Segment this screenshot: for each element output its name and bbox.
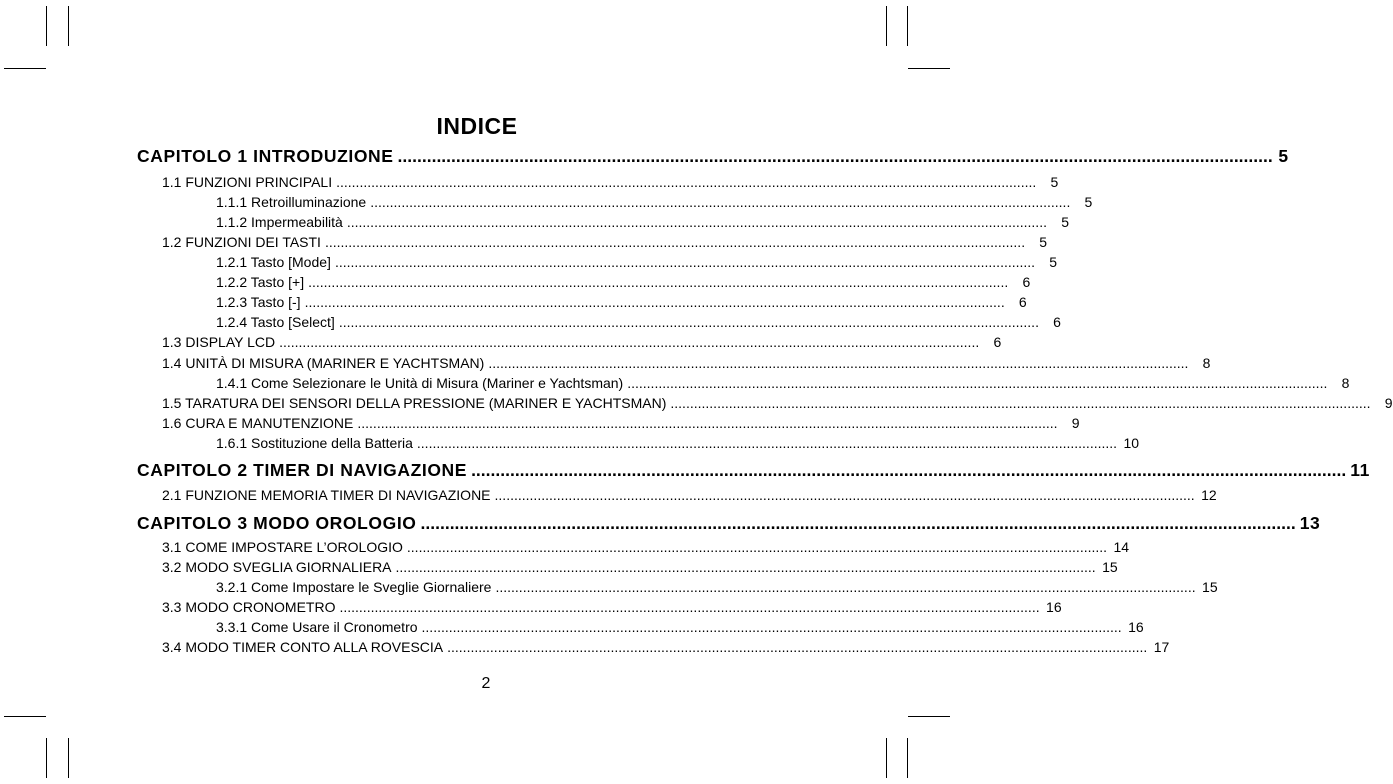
crop-mark bbox=[908, 68, 950, 69]
toc-entry-label: 1.3 DISPLAY LCD bbox=[162, 334, 276, 350]
toc-entry-page: 14 bbox=[1113, 539, 1130, 555]
dot-leader: .................................................................................................................................................................................... bbox=[471, 460, 1347, 480]
crop-mark bbox=[46, 6, 47, 46]
toc-entry-page: 13 bbox=[1299, 513, 1321, 533]
crop-mark bbox=[4, 68, 46, 69]
crop-mark bbox=[886, 6, 887, 46]
dot-leader: .................................................................................................................................................................................... bbox=[357, 415, 1058, 431]
page-title: INDICE bbox=[436, 113, 518, 139]
toc-entry-page: 5 bbox=[1049, 254, 1058, 270]
crop-mark bbox=[908, 716, 950, 717]
toc-entry-label: 1.2 FUNZIONI DEI TASTI bbox=[162, 234, 321, 250]
toc-entry-subsection bbox=[0, 619, 1144, 639]
toc-entry-label: 1.2.2 Tasto [+] bbox=[216, 274, 305, 290]
toc-entry-page: 9 bbox=[1384, 395, 1393, 411]
toc-entry-label: 1.2.1 Tasto [Mode] bbox=[216, 254, 331, 270]
toc-entry-label: 1.4.1 Come Selezionare le Unità di Misura (Mariner e Yachtsman) bbox=[216, 375, 624, 391]
toc-entry-section bbox=[0, 395, 1393, 415]
crop-mark bbox=[68, 6, 69, 46]
toc-entry-page: 6 bbox=[1022, 274, 1031, 290]
dot-leader: .................................................................................................................................................................................... bbox=[495, 579, 1196, 595]
dot-leader: .................................................................................................................................................................................... bbox=[494, 487, 1195, 503]
dot-leader: .................................................................................................................................................................................... bbox=[324, 234, 1026, 250]
toc-entry-label: 3.3.1 Come Usare il Cronometro bbox=[216, 619, 418, 635]
crop-mark bbox=[907, 738, 908, 778]
crop-mark bbox=[4, 716, 46, 717]
toc-entry-page: 8 bbox=[1341, 375, 1350, 391]
toc-entry-subsection bbox=[0, 375, 1350, 395]
toc-entry-page: 5 bbox=[1278, 146, 1289, 166]
dot-leader: .................................................................................................................................................................................... bbox=[334, 254, 1036, 270]
toc-entry-section bbox=[0, 539, 1130, 559]
toc-entry-subsection bbox=[0, 214, 1069, 234]
toc-entry-section bbox=[0, 174, 1059, 194]
toc-entry-subsection bbox=[0, 435, 1140, 455]
dot-leader: .................................................................................................................................................................................... bbox=[670, 395, 1371, 411]
toc-entry-label: 2.1 FUNZIONE MEMORIA TIMER DI NAVIGAZIONE bbox=[162, 487, 491, 503]
dot-leader: .................................................................................................................................................................................... bbox=[416, 435, 1118, 451]
toc-entry-label: 3.2.1 Come Impostare le Sveglie Giornaliere bbox=[216, 579, 492, 595]
dot-leader: .................................................................................................................................................................................... bbox=[346, 214, 1047, 230]
dot-leader: .................................................................................................................................................................................... bbox=[397, 146, 1273, 166]
crop-mark bbox=[886, 738, 887, 778]
toc-entry-page: 6 bbox=[993, 334, 1002, 350]
toc-entry-page: 6 bbox=[1018, 294, 1027, 310]
dot-leader: .................................................................................................................................................................................... bbox=[370, 194, 1071, 210]
dot-leader: .................................................................................................................................................................................... bbox=[421, 619, 1122, 635]
dot-leader: .................................................................................................................................................................................... bbox=[406, 539, 1108, 555]
toc-entry-page: 5 bbox=[1050, 174, 1059, 190]
toc-entry-label: 1.6 CURA E MANUTENZIONE bbox=[162, 415, 354, 431]
toc-entry-label: 1.2.3 Tasto [-] bbox=[216, 294, 301, 310]
dot-leader: .................................................................................................................................................................................... bbox=[627, 375, 1328, 391]
toc-entry-page: 5 bbox=[1084, 194, 1093, 210]
toc-entry-label: 1.1.2 Impermeabilità bbox=[216, 214, 343, 230]
dot-leader: .................................................................................................................................................................................... bbox=[336, 174, 1037, 190]
toc-entry-page: 11 bbox=[1350, 460, 1370, 480]
toc-entry-label: 1.5 TARATURA DEI SENSORI DELLA PRESSIONE (MARINER E YACHTSMAN) bbox=[162, 395, 667, 411]
toc-entry-subsection bbox=[0, 294, 1027, 314]
toc-entry-page: 9 bbox=[1071, 415, 1080, 431]
toc-entry-label: 1.1 FUNZIONI PRINCIPALI bbox=[162, 174, 333, 190]
toc-entry-label: 1.6.1 Sostituzione della Batteria bbox=[216, 435, 413, 451]
toc-entry-subsection bbox=[0, 314, 1061, 334]
dot-leader: .................................................................................................................................................................................... bbox=[338, 314, 1039, 330]
toc-entry-page: 15 bbox=[1102, 559, 1118, 575]
toc-entry-page: 6 bbox=[1053, 314, 1061, 330]
toc-entry-label: 3.4 MODO TIMER CONTO ALLA ROVESCIA bbox=[162, 639, 444, 655]
crop-mark bbox=[907, 6, 908, 46]
toc-entry-page: 10 bbox=[1123, 435, 1140, 451]
toc-entry-label: CAPITOLO 2 TIMER DI NAVIGAZIONE bbox=[137, 460, 468, 480]
dot-leader: .................................................................................................................................................................................... bbox=[304, 294, 1005, 310]
toc-entry-subsection bbox=[0, 254, 1058, 274]
toc-entry-page: 15 bbox=[1202, 579, 1218, 595]
toc-entry-page: 12 bbox=[1201, 487, 1217, 503]
toc-entry-label: 1.4 UNITÀ DI MISURA (MARINER E YACHTSMAN) bbox=[162, 355, 485, 371]
dot-leader: .................................................................................................................................................................................... bbox=[395, 559, 1096, 575]
toc-entry-section bbox=[0, 234, 1048, 254]
page-number: 2 bbox=[481, 675, 491, 692]
toc-entry-chapter bbox=[0, 513, 1321, 533]
toc-entry-section bbox=[0, 559, 1118, 579]
toc-entry-label: 3.2 MODO SVEGLIA GIORNALIERA bbox=[162, 559, 392, 575]
toc-entry-section bbox=[0, 487, 1217, 507]
crop-mark bbox=[68, 738, 69, 778]
dot-leader: .................................................................................................................................................................................... bbox=[420, 513, 1296, 533]
toc-entry-label: 1.2.4 Tasto [Select] bbox=[216, 314, 335, 330]
toc-entry-page: 16 bbox=[1046, 599, 1062, 615]
toc-entry-page: 5 bbox=[1061, 214, 1069, 230]
dot-leader: .................................................................................................................................................................................... bbox=[488, 355, 1189, 371]
toc-entry-page: 17 bbox=[1153, 639, 1170, 655]
toc-entry-label: CAPITOLO 1 INTRODUZIONE bbox=[137, 146, 394, 166]
dot-leader: .................................................................................................................................................................................... bbox=[339, 599, 1040, 615]
toc-entry-page: 16 bbox=[1128, 619, 1144, 635]
dot-leader: .................................................................................................................................................................................... bbox=[308, 274, 1009, 290]
toc-entry-subsection bbox=[0, 194, 1093, 214]
toc-entry-section bbox=[0, 355, 1211, 375]
dot-leader: .................................................................................................................................................................................... bbox=[447, 639, 1148, 655]
toc-entry-section bbox=[0, 599, 1062, 619]
toc-entry-chapter bbox=[0, 460, 1370, 480]
toc-entry-section bbox=[0, 334, 1002, 354]
toc-entry-chapter bbox=[0, 146, 1289, 166]
toc-entry-label: 3.3 MODO CRONOMETRO bbox=[162, 599, 336, 615]
toc-entry-page: 5 bbox=[1039, 234, 1048, 250]
toc-entry-section bbox=[0, 415, 1080, 435]
toc-entry-label: 3.1 COME IMPOSTARE L’OROLOGIO bbox=[162, 539, 403, 555]
toc-entry-subsection bbox=[0, 579, 1218, 599]
toc-entry-label: CAPITOLO 3 MODO OROLOGIO bbox=[137, 513, 417, 533]
toc-entry-page: 8 bbox=[1202, 355, 1211, 371]
dot-leader: .................................................................................................................................................................................... bbox=[279, 334, 980, 350]
toc-entry-label: 1.1.1 Retroilluminazione bbox=[216, 194, 367, 210]
toc-entry-subsection bbox=[0, 274, 1031, 294]
toc-entry-section bbox=[0, 639, 1170, 659]
crop-mark bbox=[46, 738, 47, 778]
